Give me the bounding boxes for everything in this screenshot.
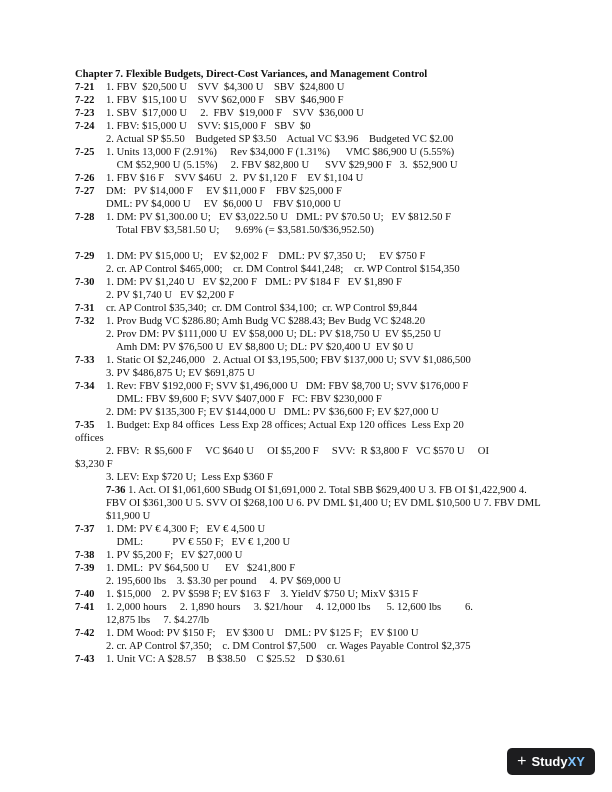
entry-number: 7-26 xyxy=(75,173,95,184)
entry-7-31 xyxy=(75,302,545,315)
entry-7-23 xyxy=(75,107,545,120)
entry-number: 7-36 xyxy=(106,485,126,496)
entry-number: 7-25 xyxy=(75,147,95,158)
entry-7-29 xyxy=(75,250,545,276)
entry-number xyxy=(75,237,106,250)
entry-line: 1. Prov Budg VC $286.80; Amh Budg VC $288.43; Bev Budg VC $248.20 xyxy=(106,316,426,327)
entry-7-35-cont2 xyxy=(75,471,545,484)
entry-7-24 xyxy=(75,120,545,146)
entry-number: 7-22 xyxy=(75,95,95,106)
entry-7-28 xyxy=(75,211,545,237)
entry-line: 1. DM: PV $1,240 U EV $2,200 F DML: PV $184 F EV $1,890 F xyxy=(106,277,402,288)
entry-line-wrap: $3,230 F xyxy=(75,459,113,470)
entry-line: 1. SBV $17,000 U 2. FBV $19,000 F SVV $36,000 U xyxy=(106,108,364,119)
entry-number: 7-29 xyxy=(75,251,95,262)
entry-line: DML: PV $4,000 U EV $6,000 U FBV $10,000 U xyxy=(106,199,341,210)
entry-number: 7-39 xyxy=(75,563,95,574)
entry-line: 2. Actual SP $5.50 Budgeted SP $3.50 Actual VC $3.96 Budgeted VC $2.00 xyxy=(106,134,454,145)
logo-brand: Study xyxy=(531,754,568,769)
document xyxy=(75,68,545,666)
entry-7-26 xyxy=(75,172,545,185)
logo-brand-accent: XY xyxy=(567,754,585,769)
entry-7-39 xyxy=(75,562,545,588)
entry-line: 1. $15,000 2. PV $598 F; EV $163 F 3. YieldV $750 U; MixV $315 F xyxy=(106,589,419,600)
entry-number: 7-43 xyxy=(75,654,95,665)
plus-icon: + xyxy=(517,752,527,770)
entry-7-42 xyxy=(75,627,545,653)
entry-7-32 xyxy=(75,315,545,354)
entry-line: 1. DML: PV $64,500 U EV $241,800 F xyxy=(106,563,296,574)
entry-number: 7-30 xyxy=(75,277,95,288)
entry-text: 1. Act. OI $1,061,600 SBudg OI $1,691,000 2. Total SBB $629,400 U 3. FB OI $1,422,900 4. FBV OI $361,300 U 5. SVV OI $268,100 U 6. PV DML $1,400 U; EV DML $10,500 U 7. FBV DML $11,900 U xyxy=(106,485,541,522)
entry-7-27 xyxy=(75,185,545,211)
entry-line: 2. 195,600 lbs 3. $3.30 per pound 4. PV $69,000 U xyxy=(106,576,341,587)
entry-number: 7-34 xyxy=(75,381,95,392)
entry-line: 1. DM: PV $1,300.00 U; EV $3,022.50 U DML: PV $70.50 U; EV $812.50 F xyxy=(106,212,452,223)
entry-line: 1. Static OI $2,246,000 2. Actual OI $3,195,500; FBV $137,000 U; SVV $1,086,500 xyxy=(106,355,471,366)
answer-list xyxy=(75,627,545,666)
answer-list xyxy=(75,523,545,601)
entry-line: 1. FBV $20,500 U SVV $4,300 U SBV $24,800 U xyxy=(106,82,345,93)
entry-line: 2. cr. AP Control $7,350; c. DM Control $7,500 cr. Wages Payable Control $2,375 xyxy=(106,641,471,652)
entry-7-25 xyxy=(75,146,545,172)
entry-7-35-cont xyxy=(75,445,545,458)
entry-7-22 xyxy=(75,94,545,107)
entry-7-41-cont xyxy=(75,614,545,627)
entry-7-41 xyxy=(75,601,545,614)
chapter-title: Chapter 7. Flexible Budgets, Direct-Cost Variances, and Management Control xyxy=(75,69,428,80)
studyxy-logo[interactable] xyxy=(507,748,595,775)
entry-number: 7-42 xyxy=(75,628,95,639)
entry-line: 2. cr. AP Control $465,000; cr. DM Control $441,248; cr. WP Control $154,350 xyxy=(106,264,460,275)
entry-7-37 xyxy=(75,523,545,549)
entry-line: Total FBV $3,581.50 U; 9.69% (= $3,581.50/$36,952.50) xyxy=(106,225,374,236)
entry-line: 2. PV $1,740 U EV $2,200 F xyxy=(106,290,235,301)
entry-number: 7-24 xyxy=(75,121,95,132)
entry-7-38 xyxy=(75,549,545,562)
entry-line: 1. FBV $16 F SVV $46U 2. PV $1,120 F EV $1,104 U xyxy=(106,173,364,184)
entry-number: 7-35 xyxy=(75,420,95,431)
entry-7-40 xyxy=(75,588,545,601)
entry-line: 1. 2,000 hours 2. 1,890 hours 3. $21/hour 4. 12,000 lbs 5. 12,600 lbs 6. xyxy=(106,602,473,613)
entry-line: 1. Budget: Exp 84 offices Less Exp 28 offices; Actual Exp 120 offices Less Exp 20 xyxy=(106,420,464,431)
entry-line: 1. PV $5,200 F; EV $27,000 U xyxy=(106,550,243,561)
entry-line: 1. Rev: FBV $192,000 F; SVV $1,496,000 U DM: FBV $8,700 U; SVV $176,000 F xyxy=(106,381,469,392)
entry-line: 2. Prov DM: PV $111,000 U EV $58,000 U; DL: PV $18,750 U EV $5,250 U xyxy=(106,329,442,340)
entry-line: 3. LEV: Exp $720 U; Less Exp $360 F xyxy=(106,472,273,483)
entry-7-34 xyxy=(75,380,545,419)
entry-line: 2. DM: PV $135,300 F; EV $144,000 U DML: PV $36,600 F; EV $27,000 U xyxy=(106,407,439,418)
entry-line: 1. FBV: $15,000 U SVV: $15,000 F SBV $0 xyxy=(106,121,311,132)
entry-number: 7-32 xyxy=(75,316,95,327)
entry-line: DML: PV € 550 F; EV € 1,200 U xyxy=(106,537,291,548)
entry-number: 7-37 xyxy=(75,524,95,535)
entry-line: DM: PV $14,000 F EV $11,000 F FBV $25,000 F xyxy=(106,186,342,197)
entry-line: CM $52,900 U (5.15%) 2. FBV $82,800 U SVV $29,900 F 3. $52,900 U xyxy=(106,160,458,171)
entry-line: 1. DM Wood: PV $150 F; EV $300 U DML: PV $125 F; EV $100 U xyxy=(106,628,419,639)
entry-number: 7-38 xyxy=(75,550,95,561)
entry-line: Amh DM: PV $76,500 U EV $8,800 U; DL: PV $20,400 U EV $0 U xyxy=(106,342,414,353)
entry-line: 1. Units 13,000 F (2.91%) Rev $34,000 F (1.31%) VMC $86,900 U (5.55%) xyxy=(106,147,455,158)
entry-number: 7-27 xyxy=(75,186,95,197)
entry-line xyxy=(106,237,545,250)
entry-7-33 xyxy=(75,354,545,380)
entry-line: DML: FBV $9,600 F; SVV $407,000 F FC: FBV $230,000 F xyxy=(106,394,382,405)
entry-line: 1. DM: PV $15,000 U; EV $2,002 F DML: PV $7,350 U; EV $750 F xyxy=(106,251,426,262)
entry-7-43 xyxy=(75,653,545,666)
entry-line: cr. AP Control $35,340; cr. DM Control $34,100; cr. WP Control $9,844 xyxy=(106,303,418,314)
entry-line: 1. DM: PV € 4,300 F; EV € 4,500 U xyxy=(106,524,266,535)
entry-number: 7-28 xyxy=(75,212,95,223)
answer-list xyxy=(75,81,545,419)
entry-number: 7-41 xyxy=(75,602,95,613)
entry-line: 2. FBV: R $5,600 F VC $640 U OI $5,200 F SVV: R $3,800 F VC $570 U OI xyxy=(106,446,489,457)
entry-7-36 xyxy=(75,484,545,523)
entry-7-35 xyxy=(75,419,545,432)
entry-number: 7-31 xyxy=(75,303,95,314)
logo-text xyxy=(531,754,584,769)
entry-number: 7-33 xyxy=(75,355,95,366)
entry-line: 1. Unit VC: A $28.57 B $38.50 C $25.52 D $30.61 xyxy=(106,654,346,665)
entry-line-wrap: offices xyxy=(75,433,104,444)
spacer xyxy=(75,237,545,250)
entry-line: 3. PV $486,875 U; EV $691,875 U xyxy=(106,368,255,379)
entry-7-21 xyxy=(75,81,545,94)
entry-number: 7-21 xyxy=(75,82,95,93)
entry-7-30 xyxy=(75,276,545,302)
entry-number: 7-40 xyxy=(75,589,95,600)
entry-line: 12,875 lbs 7. $4.27/lb xyxy=(106,615,209,626)
entry-number: 7-23 xyxy=(75,108,95,119)
entry-line: 1. FBV $15,100 U SVV $62,000 F SBV $46,900 F xyxy=(106,95,344,106)
